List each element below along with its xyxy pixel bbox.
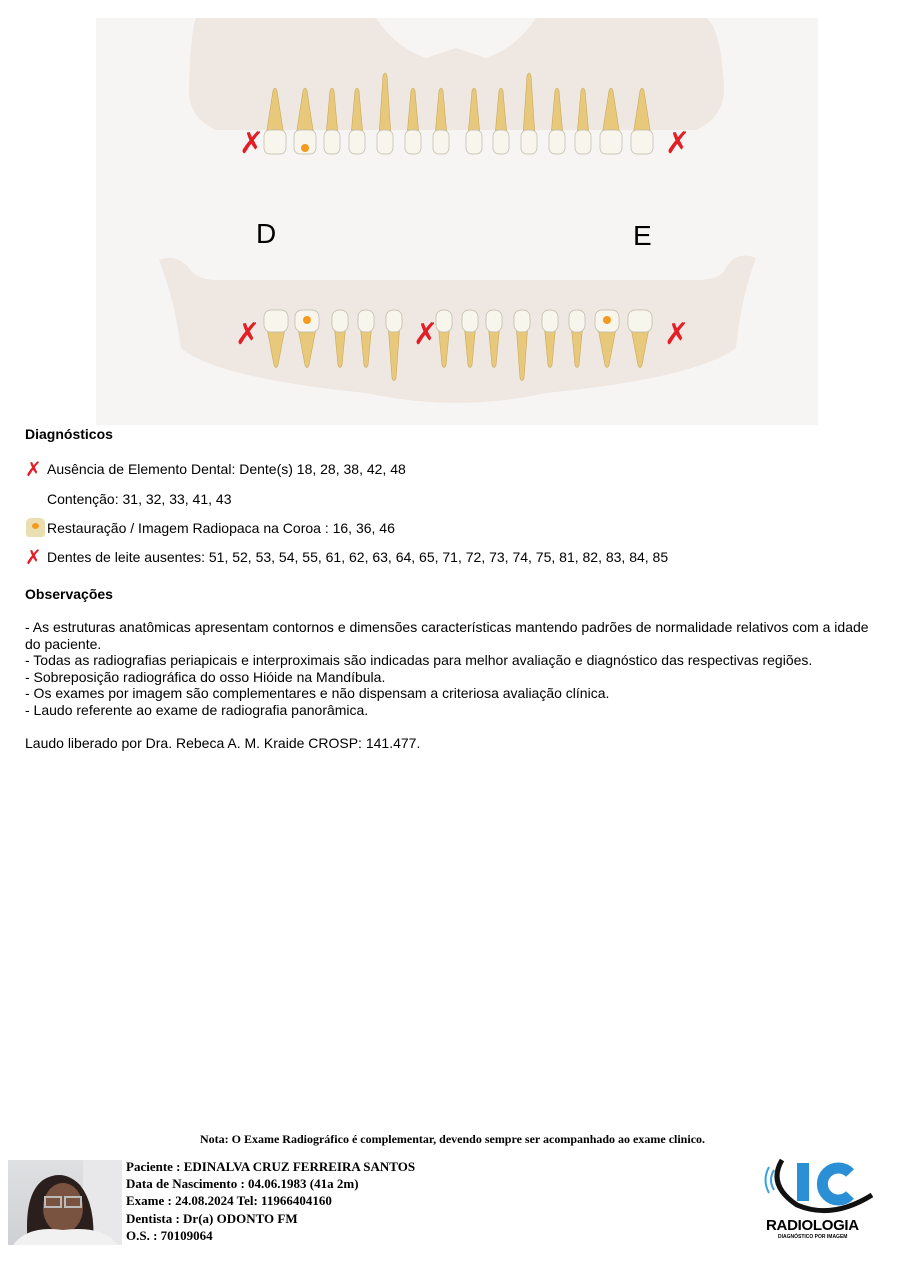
diagnostic-item [25,518,395,538]
tooth-23-crown [521,130,537,154]
tooth-13-crown [377,130,393,154]
tooth-41-crown [436,310,452,332]
observations-title: Observações [25,586,113,602]
patient-photo [8,1160,122,1245]
tooth-35-crown [569,310,585,332]
tooth-22-crown [493,130,509,154]
tooth-45-crown [332,310,348,332]
footer-note: Nota: O Exame Radiográfico é complementar, devendo sempre ser acompanhado ao exame clinico. [199,1132,706,1146]
order-number: O.S. : 70109064 [126,1227,213,1243]
observation-line: - Os exames por imagem são complementares e não dispensam a criteriosa avaliação clínica. [25,685,610,701]
tooth-34-crown [542,310,558,332]
tooth-24-crown [549,130,565,154]
logo-subtitle: DIAGNÓSTICO POR IMAGEM [778,1234,848,1240]
diagnostic-item [25,547,668,567]
clinic-logo [762,1155,877,1243]
tooth-11-crown [433,130,449,154]
tooth-32-crown [486,310,502,332]
restoration-46-mark [303,316,311,324]
restoration-36-mark [603,316,611,324]
tooth-43-crown [386,310,402,332]
diagnostic-item [25,459,406,479]
observation-line: - Sobreposição radiográfica do osso Hióide na Mandíbula. [25,668,386,685]
missing-tooth-42-icon: ✗ [413,317,439,352]
side-label-right: D [256,218,277,249]
red-x-icon: ✗ [25,545,42,569]
missing-tooth-18-icon: ✗ [239,126,265,161]
observation-line: - Laudo referente ao exame de radiografia panorâmica. [25,701,369,718]
dentist: Dentista : Dr(a) ODONTO FM [126,1210,298,1226]
tooth-15-crown [324,130,340,154]
diagnostic-text: Restauração / Imagem Radiopaca na Coroa : 16, 36, 46 [47,520,395,536]
tooth-47-crown [264,310,288,332]
tooth-44-crown [358,310,374,332]
tooth-12-crown [405,130,421,154]
missing-tooth-28-icon: ✗ [665,126,691,161]
tooth-37-crown [628,310,652,332]
tooth-31-crown [462,310,478,332]
tooth-27-crown [631,130,653,154]
observations-list [25,619,875,718]
observation-line: - Todas as radiografias periapicais e interproximais são indicadas para melhor avaliação e diagnóstico das respectivas regiões. [25,652,813,668]
red-x-icon: ✗ [25,457,42,481]
tooth-17-crown [264,130,286,154]
missing-tooth-38-icon: ✗ [664,317,690,352]
release-statement: Laudo liberado por Dra. Rebeca A. M. Kraide CROSP: 141.477. [25,735,421,751]
tooth-14-crown [349,130,365,154]
diagnostic-text: Dentes de leite ausentes: 51, 52, 53, 54, 55, 61, 62, 63, 64, 65, 71, 72, 73, 74, 75, 81, 82, 83, 84, 85 [47,549,669,565]
tooth-25-crown [575,130,591,154]
exam-info: Exame : 24.08.2024 Tel: 11966404160 [126,1193,332,1209]
tooth-33-crown [514,310,530,332]
birth-date: Data de Nascimento : 04.06.1983 (41a 2m) [126,1176,359,1192]
side-label-left: E [633,220,652,251]
dental-chart [96,18,818,425]
restoration-icon [25,518,47,538]
diagnostic-text: Contenção: 31, 32, 33, 41, 43 [47,491,232,507]
diagnostic-item [47,489,231,509]
restoration-16-mark [301,144,309,152]
patient-info [126,1158,415,1244]
observation-line: - As estruturas anatômicas apresentam contornos e dimensões características mantendo padrões de normalidade relativos com a idade do paciente. [25,619,869,652]
diagnostics-title: Diagnósticos [25,426,113,442]
tooth-21-crown [466,130,482,154]
patient-name: Paciente : EDINALVA CRUZ FERREIRA SANTOS [126,1159,416,1174]
tooth-26-crown [600,130,622,154]
diagnostic-text: Ausência de Elemento Dental: Dente(s) 18, 28, 38, 42, 48 [47,461,406,477]
missing-tooth-48-icon: ✗ [235,317,261,352]
logo-text: RADIOLOGIA [766,1217,859,1234]
